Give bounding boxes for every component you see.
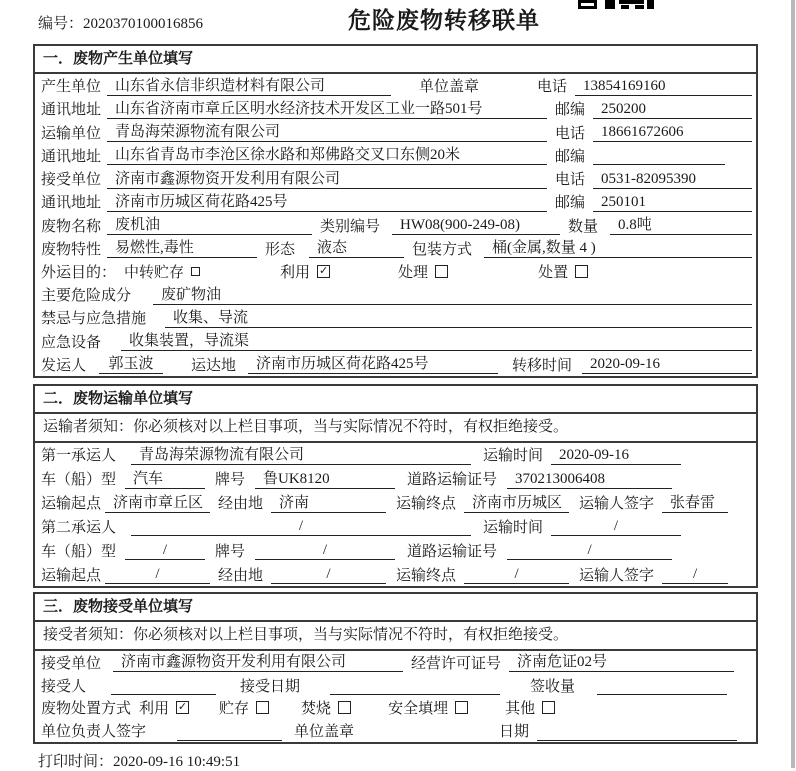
field-label: 邮编 [555,148,586,165]
field-label: 接受日期 [240,678,301,695]
field-value [177,721,282,741]
field-label: 形态 [265,241,296,258]
field-label: 类别编号 [320,218,381,235]
field-label: 发运人 [41,357,87,374]
field-label: 道路运输证号 [407,543,498,560]
field-value: / [125,540,205,560]
scrollbar[interactable] [791,0,795,768]
field-value: 废矿物油 [153,285,752,305]
field-value: 济南 [271,493,386,513]
field-value [111,675,216,695]
field-value: 山东省济南市章丘区明水经济技术开发区工业一路501号 [107,99,547,119]
field-value: 0.8吨 [610,215,752,235]
field-row-route-2 [35,562,756,586]
field-value: / [507,540,672,560]
field-label: 经由地 [218,496,264,513]
page-title: 危险废物转移联单 [348,8,540,33]
field-row-receiving-unit [35,651,756,674]
field-label: 车（船）型 [41,472,117,489]
field-label: 运输终点 [396,496,457,513]
field-label: 运输终点 [396,567,457,584]
field-label: 运输单位 [41,125,102,142]
checkbox-icon [455,701,468,714]
field-label: 第二承运人 [41,519,117,536]
field-row-transport-unit [35,120,756,143]
field-label: 废物处置方式 [41,701,132,718]
field-label: 外运目的： [41,264,117,281]
field-row-generator-address [35,97,756,120]
checkbox-option-other [505,697,555,718]
field-value: 收集、导流 [165,308,752,328]
checkbox-icon [435,265,448,278]
field-label: 通讯地址 [41,102,102,119]
field-value: 济南市历城区荷花路425号 [248,354,498,374]
checkbox-option-treat [398,261,448,282]
field-label: 运输人签字 [579,496,655,513]
field-label: 通讯地址 [41,195,102,212]
field-label: 日期 [499,724,530,741]
checkbox-icon [575,265,588,278]
field-value: 青岛海荣源物流有限公司 [107,122,547,142]
section-generator [33,44,758,378]
field-value: HW08(900-249-08) [392,215,560,235]
field-label: 废物特性 [41,241,102,258]
field-value: 18661672606 [593,122,752,142]
field-row-waste-property [35,237,756,260]
field-row-responsible-signature [35,719,756,742]
field-value: 13854169160 [575,76,752,96]
field-row-vehicle-1 [35,467,756,491]
checkbox-checked-icon: ✓ [318,264,329,277]
field-value: / [131,516,471,536]
field-value: 370213006408 [507,469,672,489]
field-label: 邮编 [555,102,586,119]
field-row-hazard-component [35,283,756,306]
field-row-first-carrier [35,443,756,467]
field-label: 道路运输证号 [407,472,498,489]
field-value: 0531-82095390 [593,169,752,189]
field-label: 签收量 [530,678,576,695]
transporter-notice: 运输者须知：你必须核对以上栏目事项，当与实际情况不符时，有权拒绝接受。 [35,414,756,443]
checkbox-label: 贮存 [219,701,250,718]
field-label: 单位负责人签字 [41,724,147,741]
field-value: 2020-09-16 [582,354,752,374]
qr-code-fragment [578,0,654,9]
print-time-value: 2020-09-16 10:49:51 [113,754,241,770]
checkbox-option-incinerate [301,697,351,718]
checkbox-label: 利用 [139,701,170,718]
field-label: 电话 [537,79,568,96]
section-receiver [33,592,758,744]
field-label: 单位盖章 [294,724,355,741]
checkbox-label: 处理 [398,264,429,281]
field-label: 产生单位 [41,79,102,96]
field-value [330,675,500,695]
checkbox-label: 利用 [280,264,311,281]
field-value: / [271,564,386,584]
checkbox-option-landfill [388,697,468,718]
field-value [597,675,727,695]
field-row-second-carrier [35,514,756,538]
field-label: 包装方式 [412,241,473,258]
field-label: 废物名称 [41,218,102,235]
field-value: / [662,564,728,584]
field-label: 单位盖章 [419,79,480,96]
checkbox-icon [191,267,200,276]
field-row-disposal-method [35,697,756,720]
checkbox-option-store [219,697,269,718]
field-label: 牌号 [215,543,246,560]
field-label: 运输时间 [483,448,544,465]
field-label: 电话 [555,125,586,142]
receiver-notice: 接受者须知：你必须核对以上栏目事项，当与实际情况不符时，有权拒绝接受。 [35,622,756,651]
field-row-receiver-person [35,674,756,697]
field-row-emergency-measures [35,306,756,329]
checkbox-label: 焚烧 [301,701,332,718]
field-row-route-1 [35,491,756,515]
field-value: / [255,540,395,560]
field-label: 经由地 [218,567,264,584]
field-value: 易燃性,毒性 [107,238,257,258]
checkbox-option-dispose [538,261,588,282]
field-label: 通讯地址 [41,148,102,165]
serial-label: 编号： [38,16,84,32]
field-row-vehicle-2 [35,538,756,562]
field-label: 接受单位 [41,172,102,189]
field-label: 转移时间 [512,357,573,374]
field-label: 电话 [555,172,586,189]
section-transporter-heading: 二．废物运输单位填写 [35,386,756,414]
section-transporter [33,384,758,588]
field-label: 运输起点 [41,496,102,513]
checkbox-label: 安全填埋 [388,701,449,718]
checkbox-label: 其他 [505,701,536,718]
field-value: 山东省永信非织造材料有限公司 [107,76,391,96]
field-label: 运输时间 [483,519,544,536]
checkbox-label: 中转贮存 [124,264,185,281]
field-row-shipper [35,353,756,376]
print-time-label: 打印时间： [38,754,114,770]
field-value: 济南市历城区荷花路425号 [107,192,547,212]
field-value: 桶(金属,数量 4 ) [484,238,752,258]
field-label: 经营许可证号 [411,655,502,672]
field-value: 济南市章丘区 [105,493,210,513]
field-value: 济南市鑫源物资开发利用有限公司 [113,652,403,672]
field-row-transfer-purpose [35,260,756,283]
checkbox-option-utilize [139,697,189,718]
field-row-waste-name [35,213,756,236]
field-row-generator-unit [35,74,756,97]
field-label: 邮编 [555,195,586,212]
field-value: 济南市历城区 [464,493,569,513]
field-label: 运输人签字 [579,567,655,584]
serial-value: 2020370100016856 [83,16,204,32]
field-value: / [105,564,210,584]
field-label: 第一承运人 [41,448,117,465]
checkbox-option-utilize [280,261,330,282]
field-row-receiver-address [35,190,756,213]
field-row-receiver-unit [35,167,756,190]
field-label: 接受人 [41,678,87,695]
section-receiver-heading: 三．废物接受单位填写 [35,594,756,622]
field-value: 鲁UK8120 [255,469,395,489]
field-value: 济南危证02号 [509,652,734,672]
field-row-emergency-equipment [35,330,756,353]
field-label: 主要危险成分 [41,288,132,305]
field-value: 废机油 [107,215,312,235]
field-row-transport-address [35,144,756,167]
field-label: 牌号 [215,472,246,489]
field-value: 青岛海荣源物流有限公司 [131,445,471,465]
field-label: 应急设备 [41,334,102,351]
checkbox-icon [542,701,555,714]
field-value [537,721,737,741]
field-label: 接受单位 [41,655,102,672]
checkbox-checked-icon: ✓ [177,701,188,714]
field-value: / [464,564,569,584]
section-generator-heading: 一．废物产生单位填写 [35,46,756,74]
field-label: 数量 [568,218,599,235]
field-value: 济南市鑫源物资开发利用有限公司 [107,169,547,189]
checkbox-option-storage-transfer [124,261,200,282]
field-value: 2020-09-16 [551,445,681,465]
field-value: 张春雷 [662,493,728,513]
field-value: 郭玉波 [99,354,163,374]
field-value: 收集装置，导流渠 [121,331,752,351]
field-label: 运达地 [191,357,237,374]
field-value: 液态 [309,238,404,258]
checkbox-icon [256,701,269,714]
field-value: 汽车 [125,469,205,489]
field-value: / [551,516,681,536]
field-value: 山东省青岛市李沧区徐水路和郑佛路交叉口东侧20米 [107,145,547,165]
field-label: 禁忌与应急措施 [41,311,147,328]
field-value: 250200 [593,99,752,119]
checkbox-icon [338,701,351,714]
serial-number [38,12,203,33]
field-value [593,145,725,165]
field-value: 250101 [593,192,752,212]
checkbox-label: 处置 [538,264,569,281]
field-label: 运输起点 [41,567,102,584]
field-label: 车（船）型 [41,543,117,560]
